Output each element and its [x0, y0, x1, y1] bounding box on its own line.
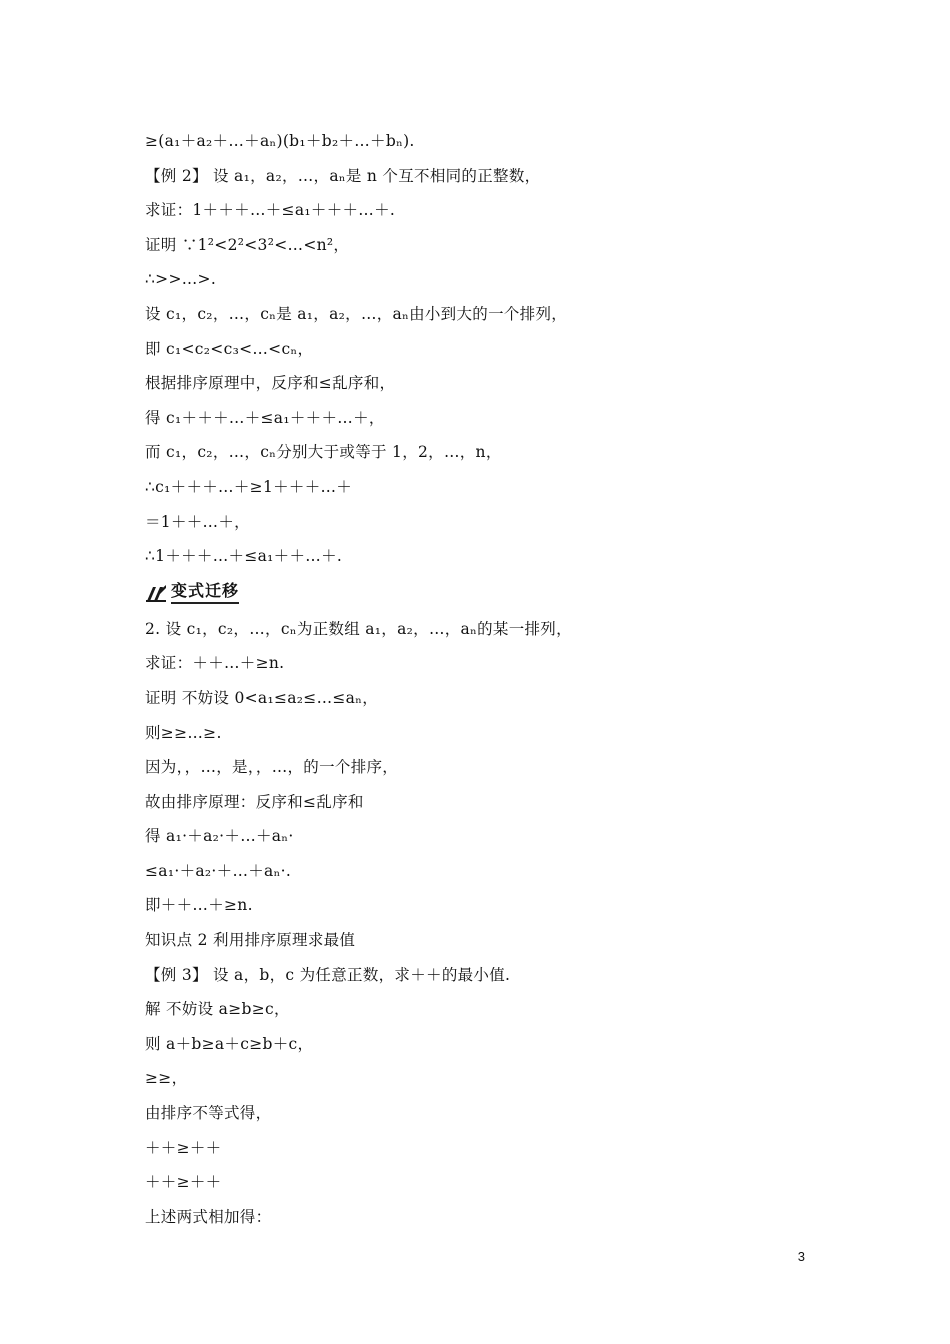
text-line: 根据排序原理中，反序和≤乱序和，	[145, 374, 396, 393]
section-title: 变式迁移	[171, 581, 239, 604]
text-line: 得 c₁＋＋＋…＋≤a₁＋＋＋…＋，	[145, 408, 385, 427]
text-line: 证明 不妨设 0<a₁≤a₂≤…≤aₙ，	[145, 688, 379, 707]
text-line: 即＋＋…＋≥n.	[145, 896, 253, 915]
text-line: 即 c₁<c₂<c₃<…<cₙ，	[145, 339, 314, 358]
text-line: 2. 设 c₁，c₂，…，cₙ为正数组 a₁，a₂，…，aₙ的某一排列，	[145, 619, 572, 638]
page-content	[145, 124, 825, 1234]
text-line: 得 a₁·＋a₂·＋…＋aₙ·	[145, 827, 294, 846]
text-line: 【例 3】 设 a，b，c 为任意正数，求＋＋的最小值.	[145, 965, 511, 984]
text-line: 上述两式相加得：	[145, 1207, 272, 1226]
text-line: ∴>>…>.	[145, 270, 217, 289]
knowledge-point-heading: 知识点 2 利用排序原理求最值	[145, 931, 356, 950]
text-line: 解 不妨设 a≥b≥c，	[145, 1000, 290, 1019]
text-line: 设 c₁，c₂，…，cₙ是 a₁，a₂，…，aₙ由小到大的一个排列，	[145, 304, 568, 323]
text-line: 则≥≥…≥.	[145, 723, 222, 742]
pencil-ruler-icon	[145, 583, 167, 603]
text-line: 证明 ∵1²<2²<3²<…<n²，	[145, 235, 350, 254]
text-line: 求证：＋＋…＋≥n.	[145, 654, 285, 673]
page-number: 3	[797, 1249, 805, 1264]
text-line: ＋＋≥＋＋	[145, 1173, 222, 1192]
text-line: ∴c₁＋＋＋…＋≥1＋＋＋…＋	[145, 477, 353, 496]
text-line: 故由排序原理：反序和≤乱序和	[145, 792, 364, 811]
text-line: 则 a＋b≥a＋c≥b＋c，	[145, 1034, 314, 1053]
text-line: ≤a₁·＋a₂·＋…＋aₙ·.	[145, 861, 292, 880]
text-line: ＋＋≥＋＋	[145, 1138, 222, 1157]
section-heading	[145, 574, 825, 612]
text-line: ＝1＋＋…＋，	[145, 512, 250, 531]
text-line: 【例 2】 设 a₁，a₂，…，aₙ是 n 个互不相同的正整数，	[145, 166, 541, 185]
text-line: ≥≥，	[145, 1069, 188, 1088]
text-line: ≥(a₁＋a₂＋…＋aₙ)(b₁＋b₂＋…＋bₙ).	[145, 132, 415, 150]
text-line: ∴1＋＋＋…＋≤a₁＋＋…＋.	[145, 547, 343, 566]
text-line: 由排序不等式得，	[145, 1104, 272, 1123]
text-line: 因为，，…，是，，…，的一个排序，	[145, 758, 399, 777]
text-line: 而 c₁，c₂，…，cₙ分别大于或等于 1，2，…，n，	[145, 443, 502, 462]
text-line: 求证：1＋＋＋…＋≤a₁＋＋＋…＋.	[145, 201, 396, 220]
